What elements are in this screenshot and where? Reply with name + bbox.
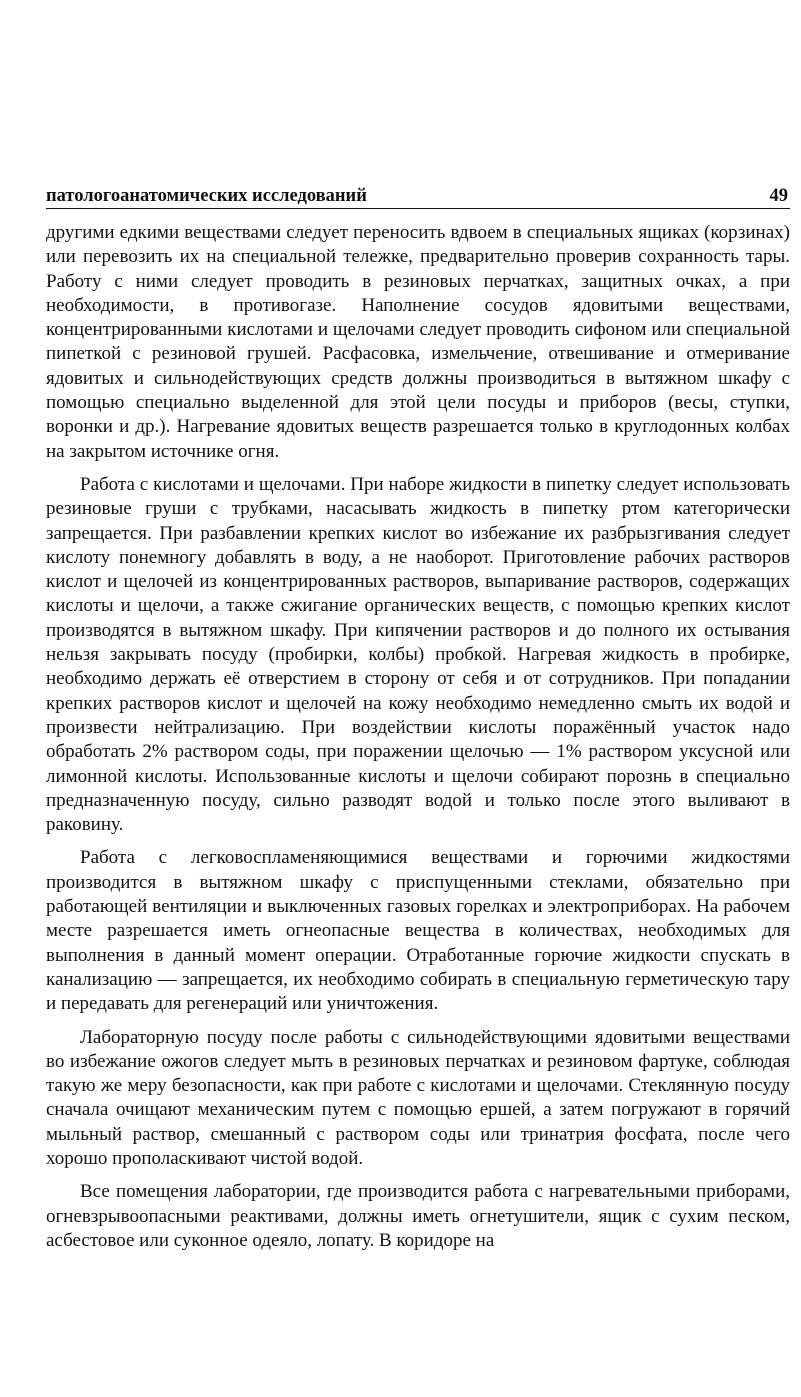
paragraph-fire-safety: Все помещения лаборатории, где производится работа с нагревательными приборами, огневзрывоопасными реактивами, должны иметь огнетушители, ящик с сухим песком, асбестовое или суконное одеяло, лопату. В коридоре на [46,1181,790,1251]
running-head [46,184,790,209]
paragraph-glassware: Лабораторную посуду после работы с сильнодействующими ядовитыми веществами во избежание ожогов следует мыть в резиновых перчатках и резиновом фартуке, соблюдая такую же меру безопасности, как при работе с кислотами и щелочами. Стеклянную посуду сначала очищают механическим путем с помощью ершей, а затем погружают в горячий мыльный раствор, смешанный с раствором соды или тринатрия фосфата, после чего хорошо прополаскивают чистой водой. [46,1026,790,1169]
paragraph-continued: другими едкими веществами следует переносить вдвоем в специальных ящиках (корзинах) или перевозить их на специальной тележке, предварительно проверив сохранность тары. Работу с ними следует проводить в резиновых перчатках, защитных очках, а при необходимости, в противогазе. Наполнение сосудов ядовитыми веществами, концентрированными кислотами и щелочами следует проводить сифоном или специальной пипеткой с резиновой грушей. Расфасовка, измельчение, отвешивание и отмеривание ядовитых и сильнодействующих средств должны производиться в вытяжном шкафу с помощью специально выделенной для этой цели посуды и приборов (весы, ступки, воронки и др.). Нагревание ядовитых веществ разрешается только в круглодонных колбах на закрытом источнике огня. [46,222,790,462]
body-text [46,221,790,1262]
paragraph-flammables: Работа с легковоспламеняющимися веществами и горючими жидкостями производится в вытяжном шкафу с приспущенными стеклами, обязательно при работающей вентиляции и выключенных газовых горелках и электроприборах. На рабочем месте разрешается иметь огнеопасные вещества в количествах, необходимых для выполнения в данный момент операции. Отработанные горючие жидкости спускать в канализацию — запрещается, их необходимо собирать в специальную герметическую тару и передавать для регенераций или уничтожения. [46,847,790,1015]
paragraph-acids-alkalis: Работа с кислотами и щелочами. При наборе жидкости в пипетку следует использовать резиновые груши с трубками, насасывать жидкость в пипетку ртом категорически запрещается. При разбавлении крепких кислот во избежание их разбрызгивания следует кислоту понемногу добавлять в воду, а не наоборот. Приготовление рабочих растворов кислот и щелочей из концентрированных растворов, выпаривание растворов, содержащих кислоты и щелочи, а также сжигание органических веществ, с помощью крепких кислот производятся в вытяжном шкафу. При кипячении растворов и до полного их остывания нельзя закрывать посуду (пробирки, колбы) пробкой. Нагревая жидкость в пробирке, необходимо держать её отверстием в сторону от себя и от сотрудников. При попадании крепких растворов кислот и щелочей на кожу необходимо немедленно смыть их водой и произвести нейтрализацию. При воздействии кислоты поражённый участок надо обработать 2% раствором соды, при поражении щелочью — 1% раствором уксусной или лимонной кислоты. Использованные кислоты и щелочи собирают порознь в специально предназначенную посуду, сильно разводят водой и только после этого выливают в раковину. [46,473,790,836]
running-title: патологоанатомических исследований [46,186,367,206]
page-number: 49 [769,186,788,206]
